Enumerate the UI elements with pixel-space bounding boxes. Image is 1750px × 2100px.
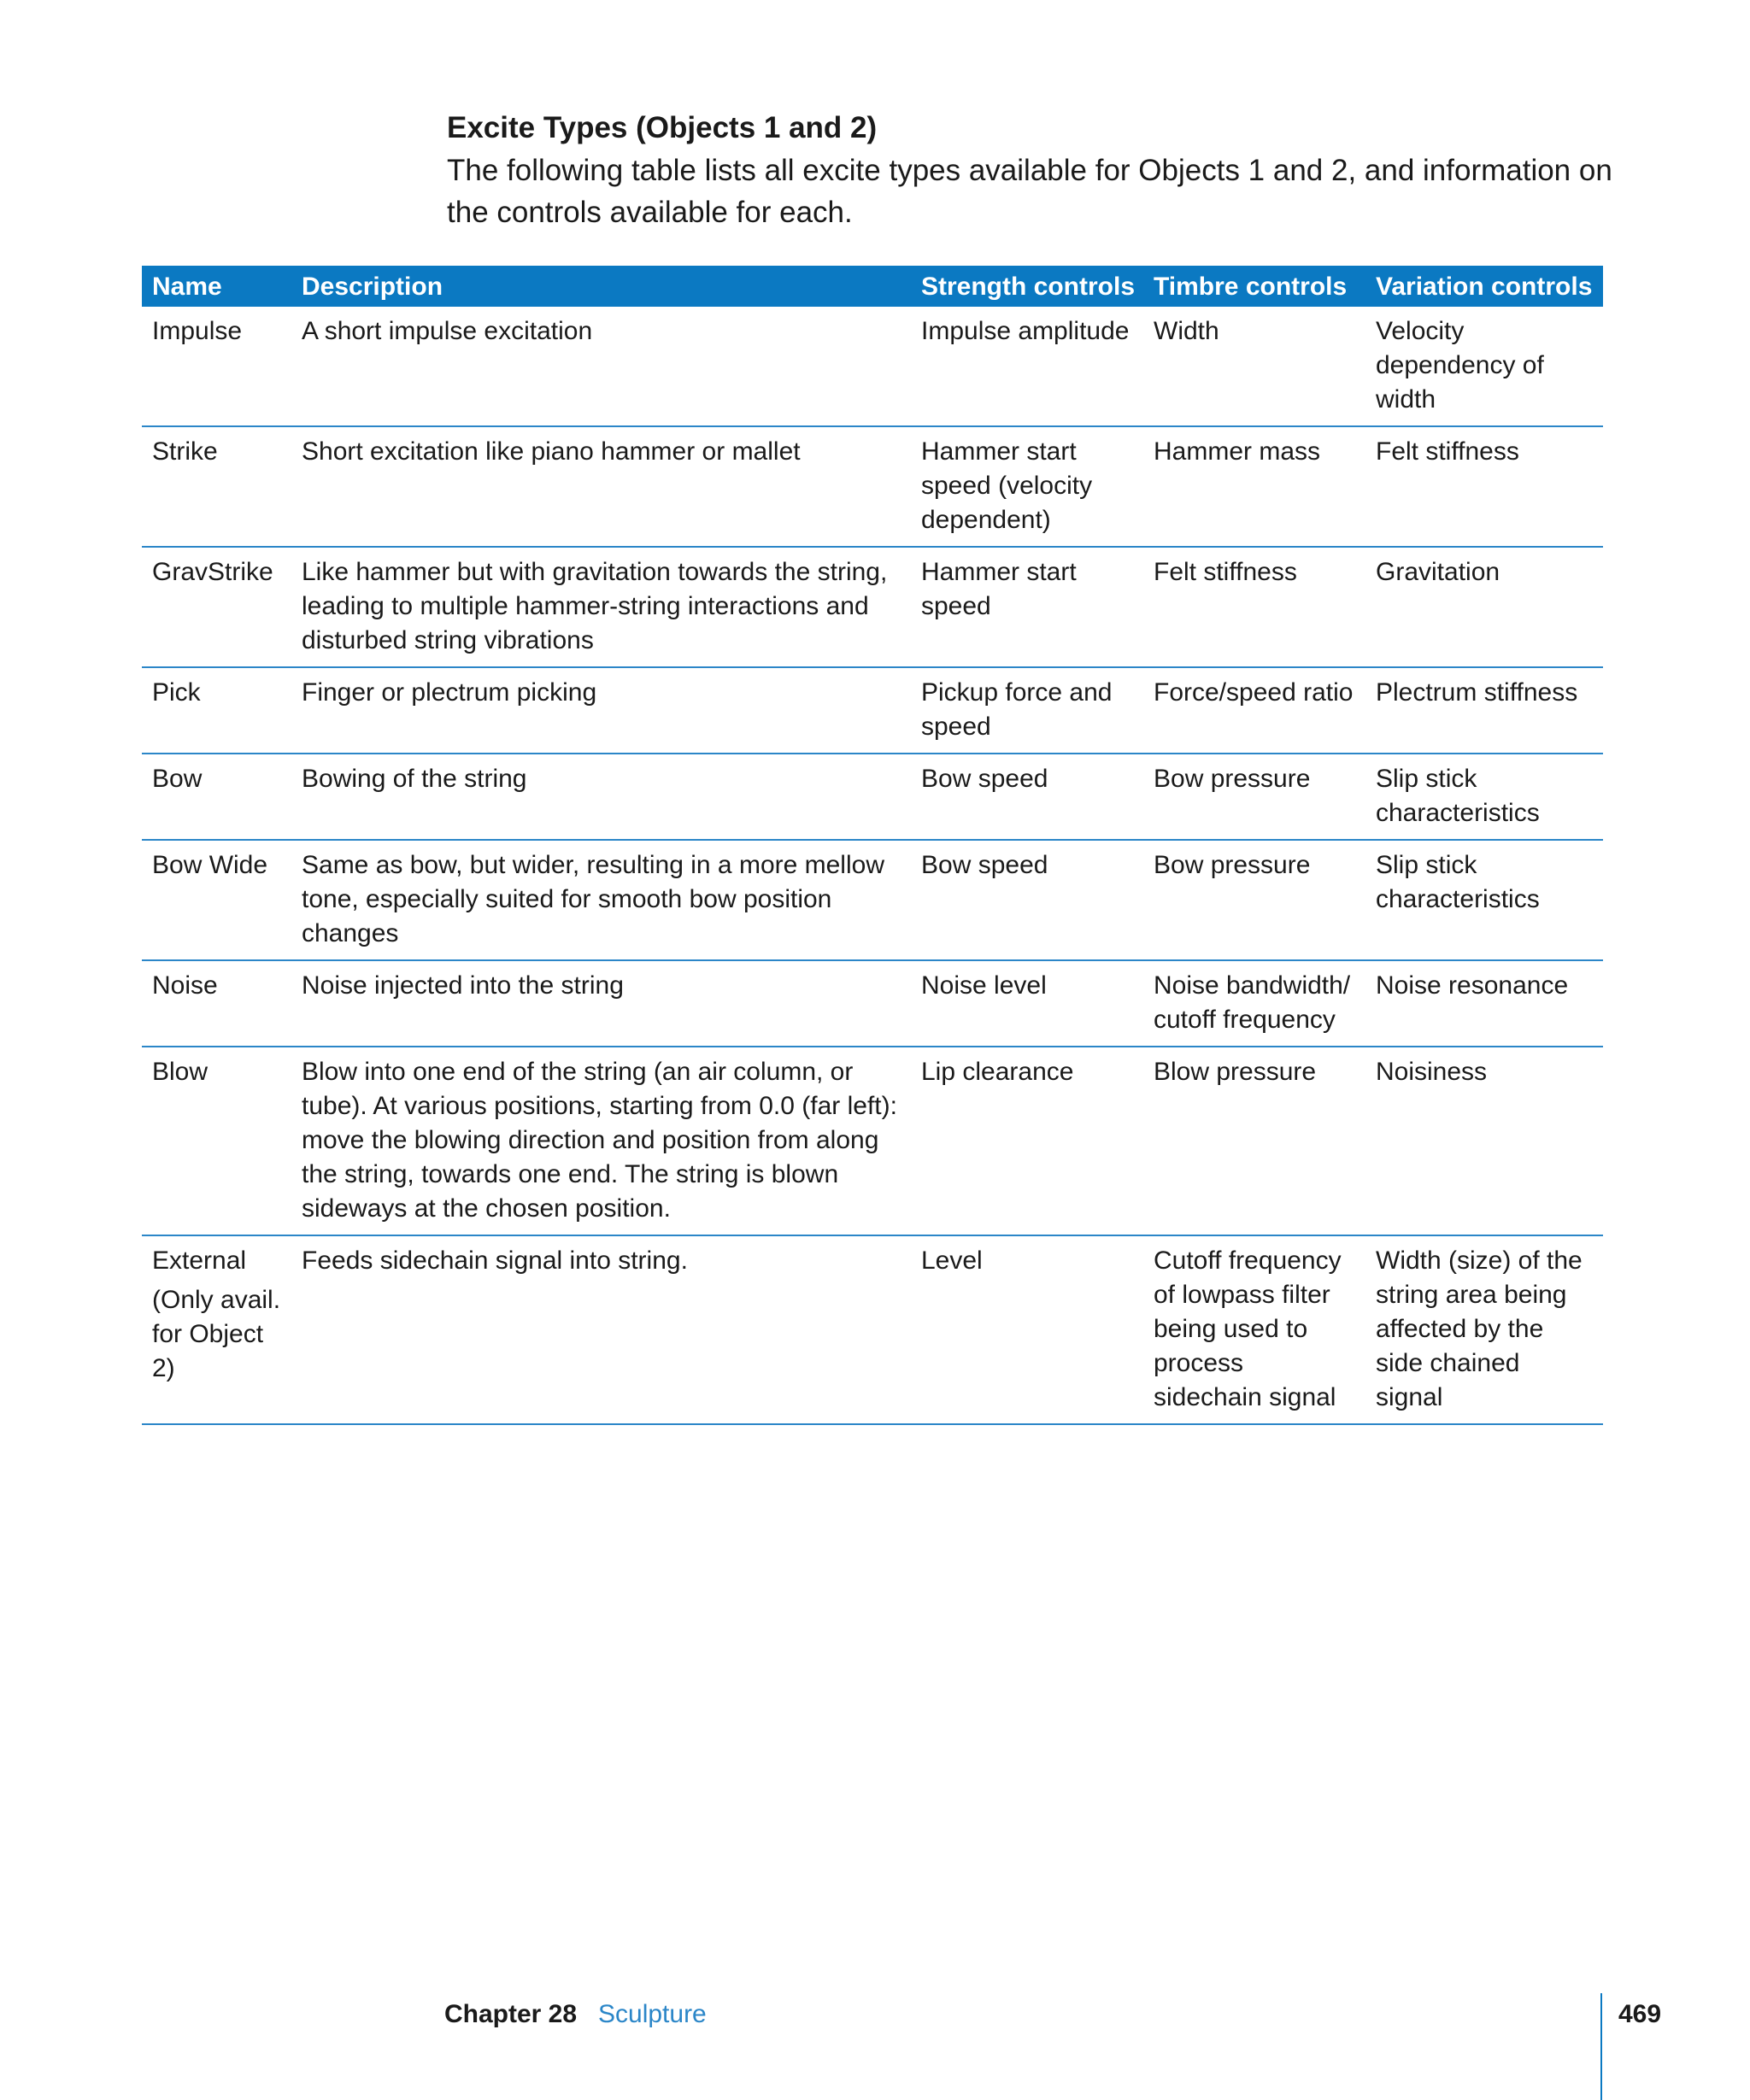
table-row [142,426,1603,547]
cell-name: Impulse [142,307,291,426]
footer-chapter-label: Chapter 28 [444,2000,578,2028]
table-row [142,547,1603,667]
table-row [142,754,1603,840]
table-row [142,840,1603,960]
cell-variation: Noise resonance [1365,960,1603,1047]
cell-name: Strike [142,426,291,547]
cell-timbre: Cutoff frequency of lowpass filter being used to process sidechain signal [1143,1235,1365,1424]
table-row [142,1235,1603,1424]
cell-strength: Hammer start speed (velocity dependent) [911,426,1143,547]
cell-strength: Bow speed [911,754,1143,840]
cell-description: Noise injected into the string [291,960,911,1047]
cell-strength: Bow speed [911,840,1143,960]
table-row [142,307,1603,426]
column-header-timbre: Timbre controls [1154,273,1348,301]
cell-name: Bow [142,754,291,840]
cell-variation: Felt stiffness [1365,426,1603,547]
cell-description: Same as bow, but wider, resulting in a more mellow tone, especially suited for smooth bow position changes [291,840,911,960]
cell-timbre: Noise bandwidth/ cutoff frequency [1143,960,1365,1047]
cell-variation: Noisiness [1365,1047,1603,1235]
cell-timbre: Hammer mass [1143,426,1365,547]
cell-timbre: Force/speed ratio [1143,667,1365,754]
column-header-variation: Variation controls [1376,273,1593,301]
cell-timbre: Bow pressure [1143,840,1365,960]
cell-variation: Velocity dependency of width [1365,307,1603,426]
intro-paragraph: The following table lists all excite types available for Objects 1 and 2, and information on the controls available for each. [447,154,1612,229]
cell-variation: Plectrum stiffness [1365,667,1603,754]
cell-variation: Slip stick characteristics [1365,840,1603,960]
cell-name: Pick [142,667,291,754]
excite-types-table [142,266,1603,1425]
table-header-row [142,266,1603,307]
cell-name: GravStrike [142,547,291,667]
cell-name: Blow [142,1047,291,1235]
cell-strength: Impulse amplitude [911,307,1143,426]
cell-description: Short excitation like piano hammer or mallet [291,426,911,547]
table-row [142,667,1603,754]
table-row [142,1047,1603,1235]
cell-description: Feeds sidechain signal into string. [291,1235,911,1424]
cell-name: Bow Wide [142,840,291,960]
column-header-description: Description [302,273,443,301]
cell-description: Bowing of the string [291,754,911,840]
cell-strength: Lip clearance [911,1047,1143,1235]
cell-strength: Hammer start speed [911,547,1143,667]
cell-description: Blow into one end of the string (an air column, or tube). At various positions, starting from 0.0 (far left): move the blowing direction and position from along the string, towards one end. The string is blown sideways at the chosen position. [291,1047,911,1235]
cell-strength: Noise level [911,960,1143,1047]
cell-timbre: Felt stiffness [1143,547,1365,667]
cell-strength: Pickup force and speed [911,667,1143,754]
footer-divider [1600,1993,1602,2100]
table-row [142,960,1603,1047]
cell-timbre: Blow pressure [1143,1047,1365,1235]
section-heading: Excite Types (Objects 1 and 2) [447,111,878,144]
cell-description: Like hammer but with gravitation towards the string, leading to multiple hammer-string interactions and disturbed string vibrations [291,547,911,667]
cell-description: Finger or plectrum picking [291,667,911,754]
cell-name: External [152,1247,247,1275]
cell-name: Noise [142,960,291,1047]
cell-strength: Level [911,1235,1143,1424]
page-number: 469 [1618,2000,1662,2028]
column-header-name: Name [152,273,222,301]
footer-section-link[interactable]: Sculpture [598,2000,707,2028]
cell-name-group [142,1235,291,1424]
cell-variation: Slip stick characteristics [1365,754,1603,840]
cell-timbre: Width [1143,307,1365,426]
column-header-strength: Strength controls [921,273,1136,301]
cell-variation: Gravitation [1365,547,1603,667]
cell-description: A short impulse excitation [291,307,911,426]
cell-timbre: Bow pressure [1143,754,1365,840]
cell-variation: Width (size) of the string area being affected by the side chained signal [1365,1235,1603,1424]
cell-name-note: (Only avail. for Object 2) [152,1286,281,1382]
